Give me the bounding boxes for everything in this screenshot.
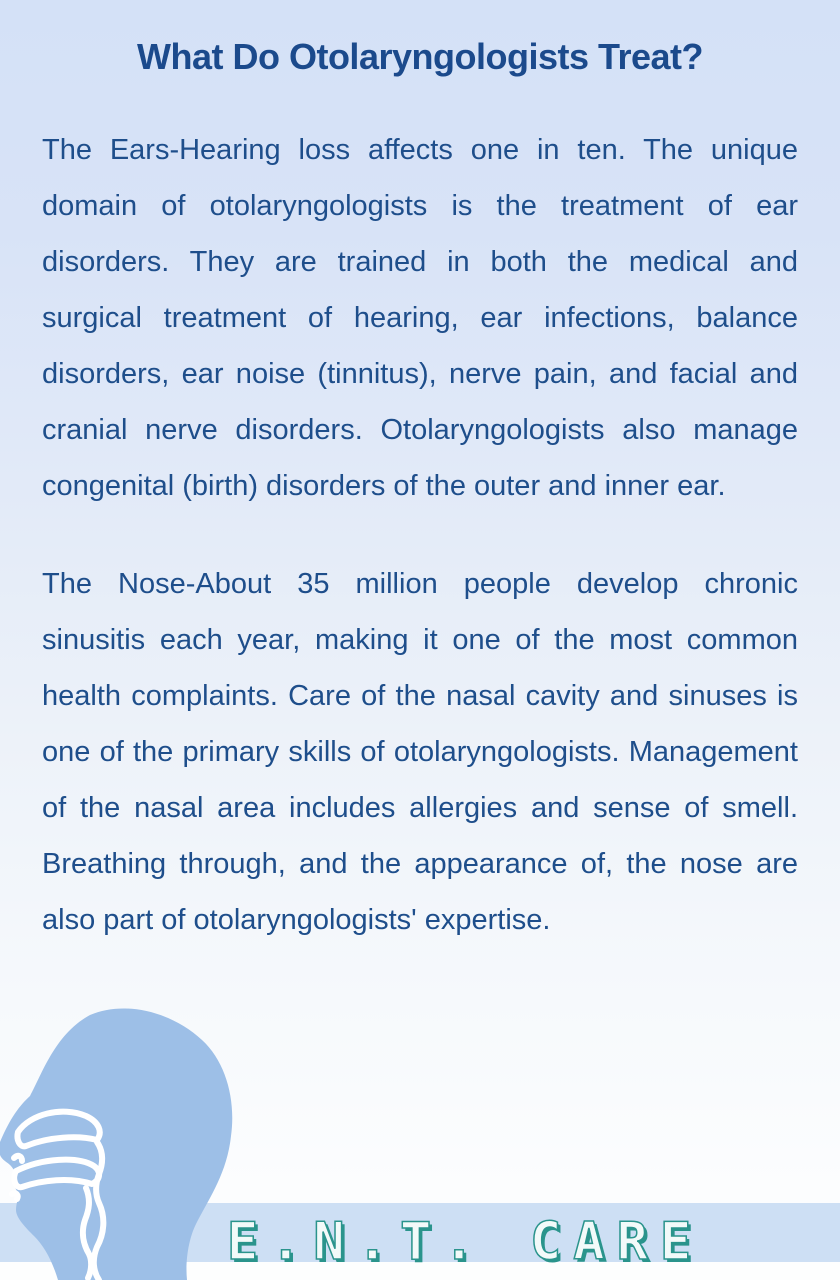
head-profile-sagittal-airway-icon <box>0 1008 236 1280</box>
paragraph-nose: The Nose-About 35 million people develop chronic sinusitis each year, making it one of the most common health complaints. Care of the nasal cavity and sinuses is one of the primary skills of otolaryngologists. Management of the nasal area includes allergies and sense of smell. Breathing through, and the appearance of, the nose are also part of otolaryngologists' expertise. <box>42 568 798 936</box>
brand-logo-text: E.N.T. CARE <box>226 1212 704 1272</box>
paragraph-ears: The Ears-Hearing loss affects one in ten. The unique domain of otolaryngologists is the treatment of ear disorders. They are trained in both the medical and surgical treatment of hearing, ear infections, balance disorders, ear noise (tinnitus), nerve pain, and facial and cranial nerve disorders. Otolaryngologists also manage congenital (birth) disorders of the outer and inner ear. <box>42 134 798 502</box>
page-title: What Do Otolaryngologists Treat? <box>136 36 704 77</box>
body-text <box>42 122 798 990</box>
